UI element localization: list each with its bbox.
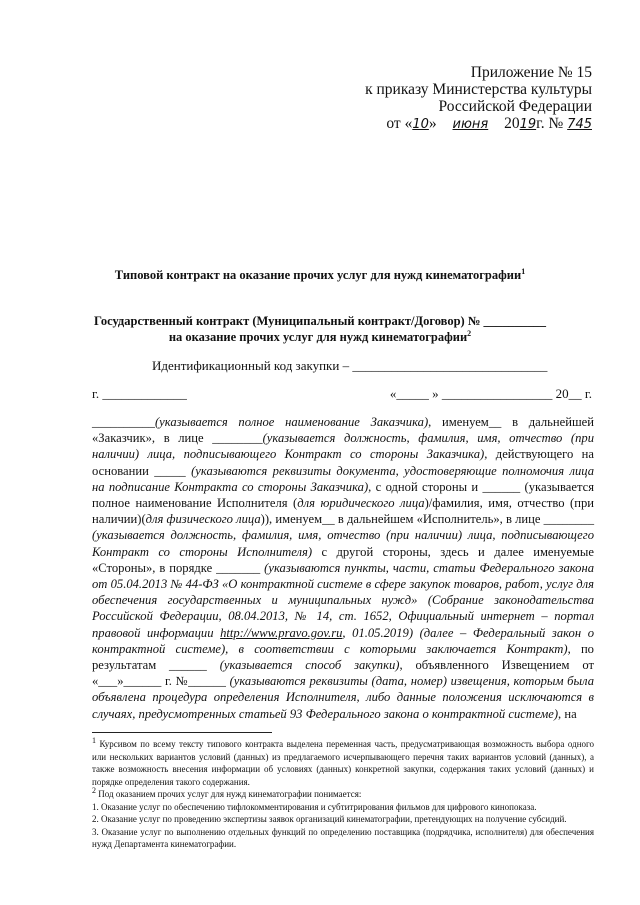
pravo-link[interactable]: http://www.pravo.gov.ru xyxy=(220,625,343,640)
footnote-2 xyxy=(92,788,594,801)
footnote-1 xyxy=(92,738,594,788)
year-prefix: 20 xyxy=(504,115,520,132)
blank: __________ xyxy=(92,415,155,429)
italic-note: (указывается полное наименование Заказчика) xyxy=(154,415,429,429)
appendix-order-ref: к приказу Министерства культуры xyxy=(365,81,592,98)
footnotes xyxy=(92,738,594,851)
footnote-text: Курсивом по всему тексту типового контракта выделена переменная часть, предусматривающая возможность выбора одного или нескольких вариантов условий (данных) из предлагаемого исчерпывающего перечня таких вариантов условий (данных), а также возможность внесения информации об условиях (данных) конкретной закупки, содержания таких условий (данных) и порядке определения такого содержания. xyxy=(92,739,594,787)
text: , действующего на основании _____ xyxy=(92,447,594,478)
contract-heading-text: на оказание прочих услуг для нужд кинематографии xyxy=(168,330,468,344)
handwritten-number: 745 xyxy=(567,117,592,132)
footnote-ref-1: 1 xyxy=(521,266,526,276)
text: , именуем__ в дальнейшей «Заказчик», в лице ________ xyxy=(92,415,594,446)
italic-note: (указываются реквизиты документа, удостоверяющие полномочия лица на подписание Контракта со стороны Заказчика) xyxy=(92,463,594,494)
appendix-number: Приложение № 15 xyxy=(470,64,592,81)
footnote-mark: 1 xyxy=(92,736,96,745)
italic-note: (указывается должность, фамилия, имя, отчество (при наличии) лица, подписывающего Контракт со стороны Заказчика) xyxy=(92,431,594,462)
footnote-ref-2: 2 xyxy=(467,328,472,338)
text: с другой стороны, здесь и далее именуемые «Стороны», в порядке _______ xyxy=(92,544,594,575)
footnote-text: Под оказанием прочих услуг для нужд кинематографии понимается: xyxy=(96,789,362,799)
place-field: г. _____________ xyxy=(92,386,187,401)
footnote-mark: 2 xyxy=(92,786,96,795)
handwritten-month: июня xyxy=(452,117,489,132)
contract-heading-line2 xyxy=(48,329,592,345)
number-prefix: г. № xyxy=(536,115,564,132)
text: , объявленного Извещением от «___»______ г. №______ xyxy=(92,658,594,689)
italic-note: (указывается способ закупки) xyxy=(219,658,400,673)
document-title xyxy=(48,268,592,283)
text: , по результатам ______ xyxy=(92,641,594,673)
italic-note: (указывается должность, фамилия, имя, отчество (при наличии) лица, подписывающего Контракт со стороны Исполнителя) xyxy=(92,528,594,559)
footnote-item-1: 1. Оказание услуг по обеспечению тифлокомментирования и субтитрирования фильмов для цифрового кинопоказа. xyxy=(92,801,537,812)
appendix-date-line: от «10» июня 2019г. № 745 xyxy=(386,115,592,132)
italic-note: (указываются реквизиты (дата, номер) извещения, которым была объявлена процедура определения Исполнителя, либо данные положения исключаются в случаях, предусмотренных статьей 93 Федерального закона о контрактной системе) xyxy=(92,674,594,721)
footnote-item-2: 2. Оказание услуг по проведению экспертизы заявок организаций кинематографии, претендующих на получение субсидий. xyxy=(92,814,567,824)
appendix-ministry: Российской Федерации xyxy=(438,98,592,115)
handwritten-day: 10 xyxy=(412,117,429,132)
contract-heading xyxy=(48,313,592,345)
text: )), именуем__ в дальнейшем «Исполнитель», в лице ________ xyxy=(260,512,595,527)
italic-note: для юридического лица xyxy=(297,496,425,511)
footnote-item-3: 3. Оказание услуг по выполнению отдельных функций по определению поставщика (подрядчика, исполнителя) для обеспечения нужд Департамента кинематографии. xyxy=(92,826,594,849)
italic-note: для физического лица xyxy=(145,512,261,527)
title-text: Типовой контракт на оказание прочих услуг для нужд кинематографии xyxy=(114,268,522,282)
text: )/фамилия, имя, отчество (при наличии)( xyxy=(92,496,594,527)
appendix-header xyxy=(365,64,592,133)
contract-heading-line1: Государственный контракт (Муниципальный контракт/Договор) № __________ xyxy=(93,314,547,328)
italic-note: , 01.05.2019) (далее – Федеральный закон о контрактной системе), в соответствии с которыми заключается Контракт) xyxy=(92,625,594,656)
contract-preamble xyxy=(92,414,594,722)
date-field: «_____ » _________________ 20__ г. xyxy=(389,386,592,401)
text: , на xyxy=(558,706,577,721)
text: , с одной стороны и ______ (указывается полное наименование Исполнителя ( xyxy=(92,479,595,511)
date-prefix: от « xyxy=(386,115,413,132)
handwritten-year: 19 xyxy=(519,117,537,132)
italic-note: (указываются пункты, части, статьи Федерального закона от 05.04.2013 № 44-ФЗ «О контрактной системе в сфере закупок товаров, работ, услуг для обеспечения государственных и муниципальных нужд» (Собрание законодательства Российской Федерации, 08.04.2013, № 14, ст. 1652, Официальный интернет – портал правовой информации xyxy=(92,560,594,640)
footnote-divider xyxy=(92,732,272,733)
procurement-code: Идентификационный код закупки – ______________________________ xyxy=(152,358,548,373)
